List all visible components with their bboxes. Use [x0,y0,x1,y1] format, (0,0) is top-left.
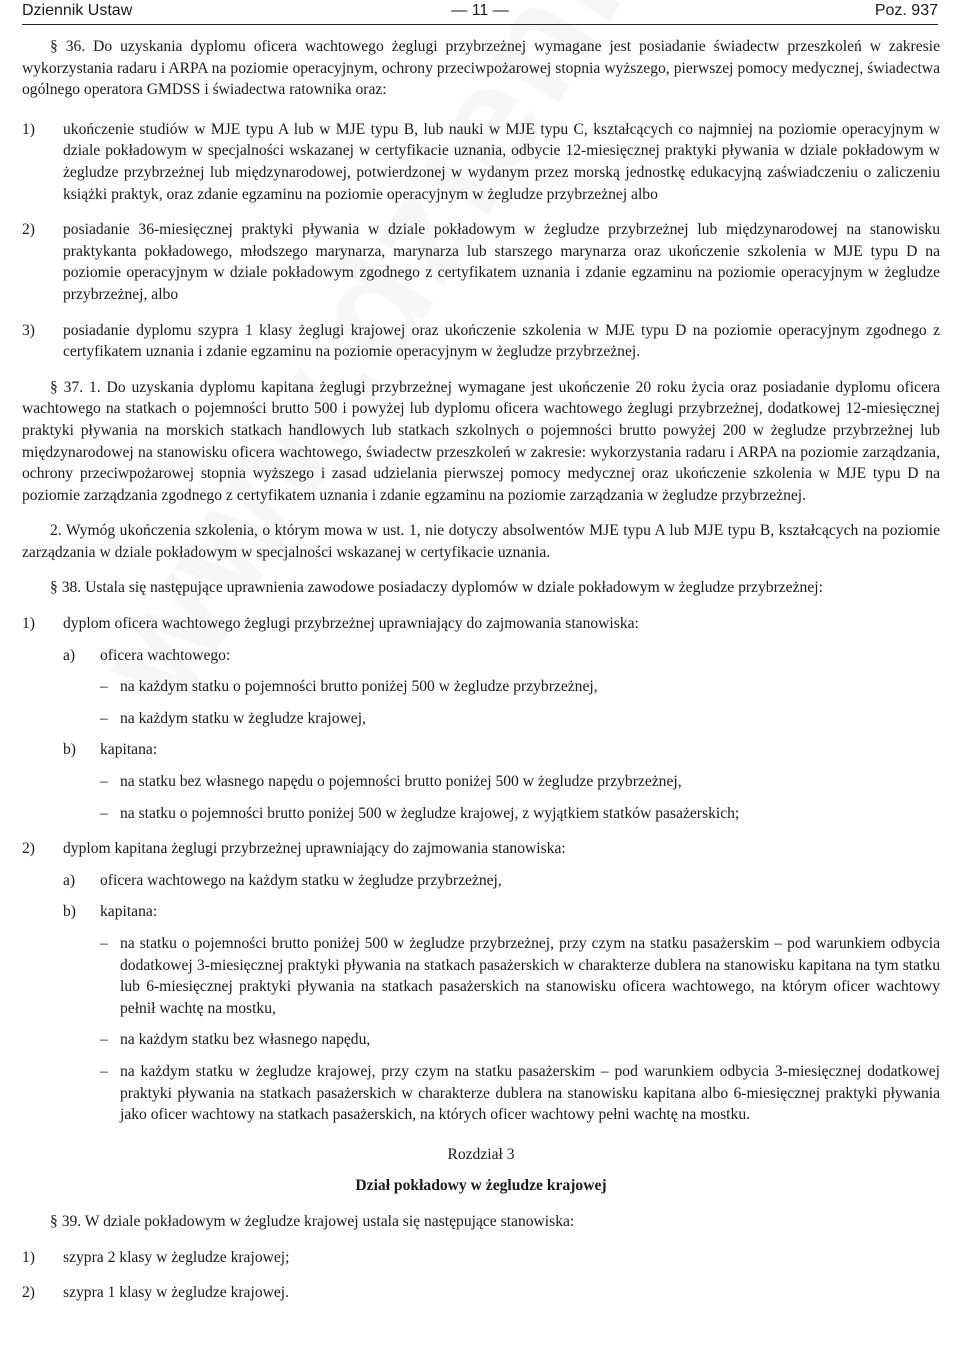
dash-text: na statku o pojemności brutto poniżej 500 w żegludze przybrzeżnej, przy czym na statku pasażerskim – pod warunkiem odbycia dodatkowej 3-miesięcznej praktyki pływania na statkach pasażerskich w charakterze dublera na stanowisku kapitana na tym statku lub 6-miesięcznej praktyki pływania na statkach pasażerskich na stanowisku oficera wachtowego, na którym oficer wachtowy pełnił wachtę na mostku, [120,935,940,1017]
item-number: 1) [22,615,35,633]
section-38-item-2-b-dash-1 [22,933,940,1019]
item-number: 3) [22,321,35,339]
item-number: 1) [22,120,35,138]
dash-marker: – [100,935,108,952]
letter-text: kapitana: [100,903,158,921]
item-number: 2) [22,221,35,239]
section-37-paragraph-2: 2. Wymóg ukończenia szkolenia, o którym mowa w ust. 1, nie dotyczy absolwentów MJE typu A lub MJE typu B, kształcących na poziomie zarządzania w dziale pokładowym w specjalności wskazanej w certyfikacie uznania. [22,522,940,561]
dash-marker: – [100,1031,108,1049]
section-36-item-2 [22,219,940,305]
letter-label: a) [63,646,76,664]
dash-text: na każdym statku o pojemności brutto poniżej 500 w żegludze przybrzeżnej, [120,678,598,696]
letter-text: oficera wachtowego: [100,646,231,664]
letter-label: a) [63,871,76,889]
section-37-paragraph-1: § 37. 1. Do uzyskania dyplomu kapitana żeglugi przybrzeżnej wymagane jest ukończenie 20 roku życia oraz posiadanie dyplomu oficera wachtowego na statkach o pojemności brutto 500 i powyżej lub dyplomu oficera wachtowego żeglugi przybrzeżnej, dodatkowej 12-miesięcznej praktyki pływania na morskich statkach handlowych lub statkach szkolnych o pojemności brutto powyżej 200 w żegludze przybrzeżnej lub międzynarodowej na stanowisku oficera wachtowego, świadectw przeszkoleń w zakresie: wykorzystania radaru i ARPA na poziomie zarządzania, ochrony przeciwpożarowej stopnia wyższego i zasad udzielania pierwszej pomocy medycznej oraz ukończenie szkolenia w MJE typu D na poziomie zarządzania zgodnego z certyfikatem uznania i zdanie egzaminu na poziomie zarządzania w żegludze przybrzeżnej. [22,378,940,504]
page-number: — 11 — [451,2,509,19]
item-number: 2) [22,1284,35,1302]
chapter-title: Dział pokładowy w żegludze krajowej [355,1177,607,1195]
dash-text: na każdym statku bez własnego napędu, [120,1031,371,1049]
position-number: Poz. 937 [874,2,938,19]
section-38-item-2 [22,838,940,860]
section-38-item-1-b-dash-1 [22,771,940,793]
item-text: szypra 2 klasy w żegludze krajowej; [63,1248,290,1266]
header-divider [22,24,938,25]
item-text: posiadanie 36-miesięcznej praktyki pływania w dziale pokładowym w żegludze przybrzeżnej lub międzynarodowej na stanowisku praktykanta pokładowego, młodszego marynarza, marynarza lub starszego marynarza oraz ukończenie szkolenia w MJE typu D na poziomie operacyjnym w dziale pokładowym zgodnego z certyfikatem uznania i zdanie egzaminu na poziomie operacyjnym w żegludze przybrzeżnej, albo [63,221,940,303]
page-header [22,2,938,22]
section-38-item-2-a [22,870,940,892]
section-38-item-1-a-dash-1 [22,676,940,698]
dash-text: na statku o pojemności brutto poniżej 500 w żegludze krajowej, z wyjątkiem statków pasażerskich; [120,804,740,822]
item-text: dyplom oficera wachtowego żeglugi przybrzeżnej uprawniający do zajmowania stanowiska: [63,615,639,633]
dash-marker: – [100,678,108,696]
section-39-intro: § 39. W dziale pokładowym w żegludze krajowej ustala się następujące stanowiska: [50,1212,575,1230]
letter-label: b) [63,741,76,759]
letter-label: b) [63,903,76,921]
section-38-item-1-b [22,739,940,761]
item-text: dyplom kapitana żeglugi przybrzeżnej uprawniający do zajmowania stanowiska: [63,840,566,858]
section-36-item-1 [22,119,940,205]
dash-text: na każdym statku w żegludze krajowej, [120,709,366,727]
section-38-item-2-b [22,901,940,923]
dash-text: na każdym statku w żegludze krajowej, przy czym na statku pasażerskim – pod warunkiem odbycia 3-miesięcznej dodatkowej praktyki pływania na statkach pasażerskich w charakterze dublera na stanowisku kapitana albo 6-miesięcznej praktyki pływania jako oficer wachtowy na statkach pasażerskich, na których oficer wachtowy pełni wachtę na mostku. [120,1062,940,1124]
section-36-intro: § 36. Do uzyskania dyplomu oficera wachtowego żeglugi przybrzeżnej wymagane jest posiadanie świadectw przeszkoleń w zakresie wykorzystania radaru i ARPA na poziomie operacyjnym, ochrony przeciwpożarowej stopnia wyższego, pierwszej pomocy medycznej, świadectwa ogólnego operatora GMDSS i świadectwa ratownika oraz: [22,38,940,99]
item-number: 1) [22,1248,35,1266]
item-text: szypra 1 klasy w żegludze krajowej. [63,1284,290,1302]
section-38-item-2-b-dash-3 [22,1061,940,1126]
item-number: 2) [22,840,35,858]
dash-marker: – [100,1062,108,1080]
item-text: ukończenie studiów w MJE typu A lub w MJE typu B, lub nauki w MJE typu C, kształcących co najmniej na poziomie operacyjnym w dziale pokładowym w specjalności wskazanej w certyfikacie uznania, odbycie 12-miesięcznej praktyki pływania w dziale pokładowym w żegludze przybrzeżnej lub międzynarodowej, potwierdzonej w wydanym przez morską jednostkę edukacyjną zaświadczeniu o zaliczeniu książki praktyk, oraz zdanie egzaminu na poziomie operacyjnym w żegludze przybrzeżnej albo [63,120,940,203]
journal-name: Dziennik Ustaw [22,2,133,19]
section-38-item-1-a-dash-2 [22,708,940,730]
section-39-item-1 [22,1247,940,1269]
section-38-item-1 [22,613,940,635]
document-body [22,36,940,1304]
dash-marker: – [100,773,108,791]
section-36-item-3 [22,320,940,363]
section-38-item-1-a [22,645,940,667]
item-text: posiadanie dyplomu szypra 1 klasy żeglugi krajowej oraz ukończenie szkolenia w MJE typu D na poziomie operacyjnym zgodnego z certyfikatem uznania i zdanie egzaminu na poziomie operacyjnym w żegludze przybrzeżnej. [63,321,940,361]
dash-marker: – [100,709,108,727]
section-38-intro: § 38. Ustala się następujące uprawnienia zawodowe posiadaczy dyplomów w dziale pokładowym w żegludze przybrzeżnej: [50,579,823,597]
letter-text: kapitana: [100,741,158,759]
section-39-item-2 [22,1282,940,1304]
section-38-item-1-b-dash-2 [22,803,940,825]
section-38-item-2-b-dash-2 [22,1029,940,1051]
dash-marker: – [100,804,108,822]
letter-text: oficera wachtowego na każdym statku w żegludze przybrzeżnej, [100,871,502,889]
chapter-label: Rozdział 3 [447,1145,515,1163]
dash-text: na statku bez własnego napędu o pojemności brutto poniżej 500 w żegludze przybrzeżnej, [120,773,682,791]
